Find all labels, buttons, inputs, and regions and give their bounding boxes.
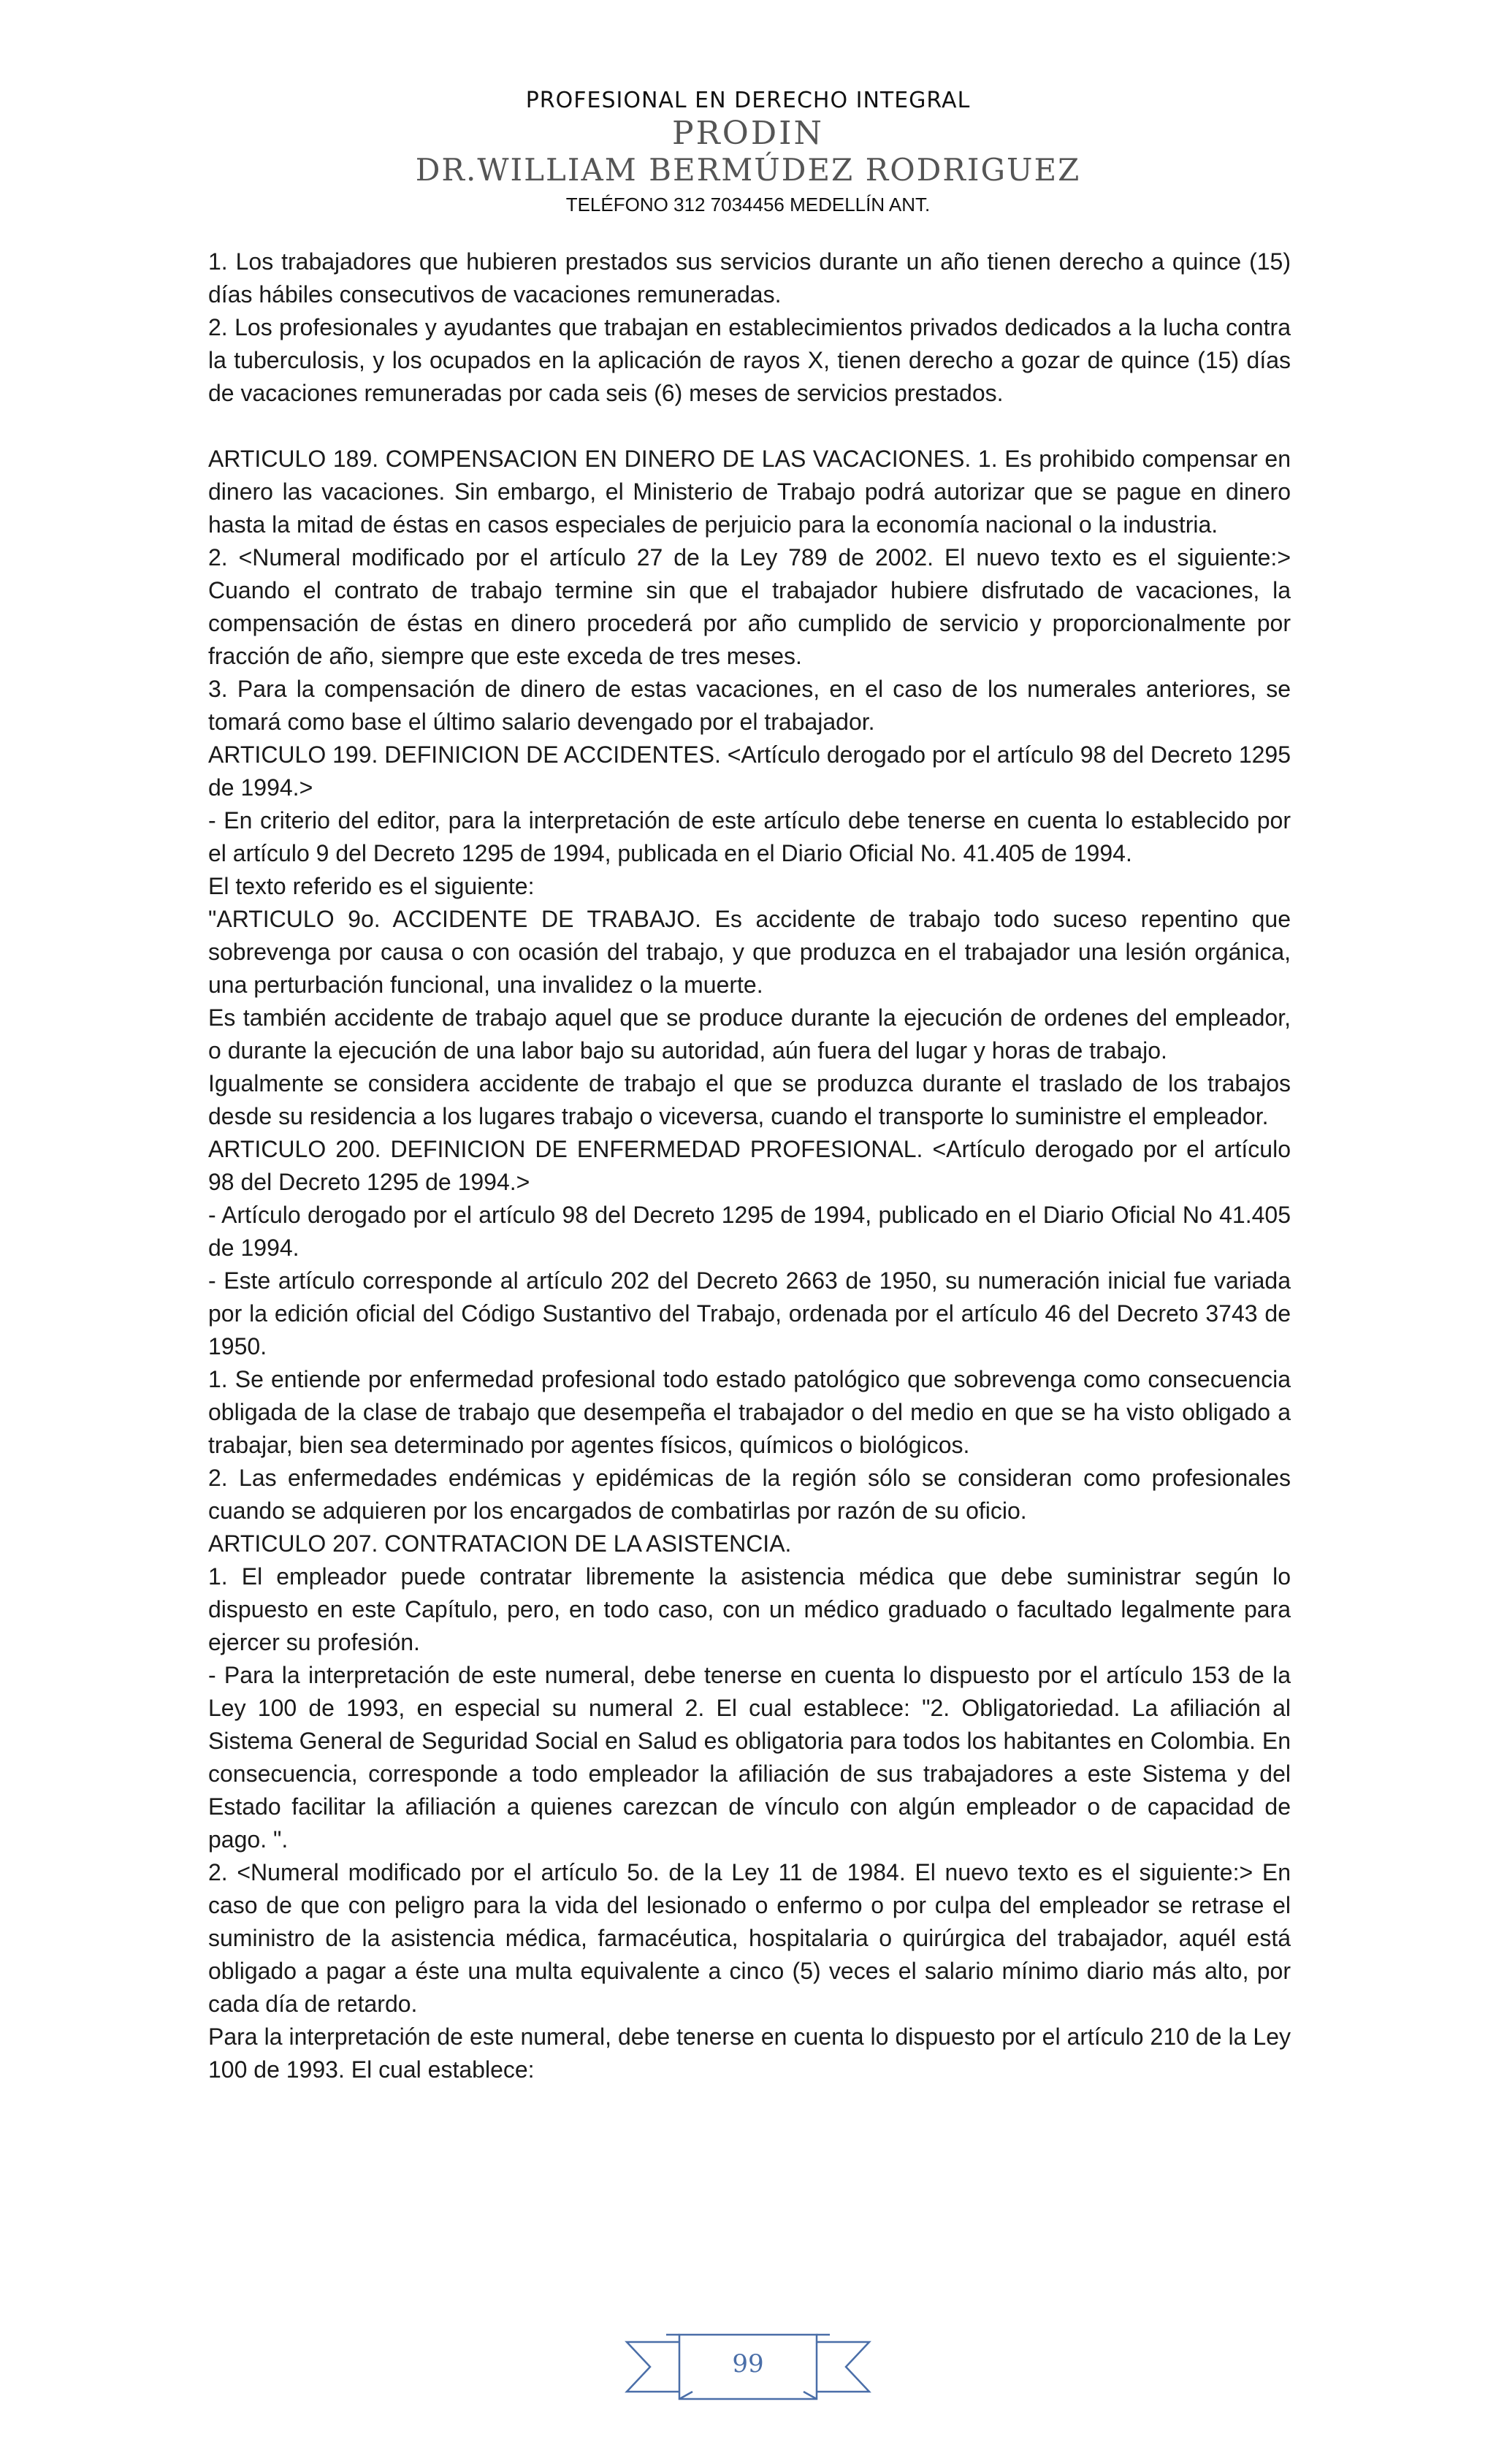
paragraph: ARTICULO 200. DEFINICION DE ENFERMEDAD PROFESIONAL. <Artículo derogado por el artículo 98 del Decreto 1295 de 1994.>: [208, 1136, 1291, 1195]
letterhead-phone: TELÉFONO 312 7034456 MEDELLÍN ANT.: [565, 194, 931, 215]
paragraph: "ARTICULO 9o. ACCIDENTE DE TRABAJO. Es accidente de trabajo todo suceso repentino que sobrevenga por causa o con ocasión del trabajo, y que produzca en el trabajador una lesión orgánica, una perturbación funcional, una invalidez o la muerte.: [208, 906, 1291, 998]
paragraph: - Para la interpretación de este numeral, debe tenerse en cuenta lo dispuesto por el artículo 153 de la Ley 100 de 1993, en especial su numeral 2. El cual establece: "2. Obligatoriedad. La afiliación al Sistema General de Seguridad Social en Salud es obligatoria para todos los habitantes en Colombia. En consecuencia, corresponde a todo empleador la afiliación de sus trabajadores a este Sistema y del Estado facilitar la afiliación a quienes carezcan de vínculo con algún empleador o de capacidad de pago. ".: [208, 1662, 1291, 1853]
paragraph: 3. Para la compensación de dinero de estas vacaciones, en el caso de los numerales anteriores, se tomará como base el último salario devengado por el trabajador.: [208, 676, 1291, 735]
letterhead-line-1: PROFESIONAL EN DERECHO INTEGRAL: [525, 88, 971, 113]
paragraph: Es también accidente de trabajo aquel que se produce durante la ejecución de ordenes del empleador, o durante la ejecución de una labor bajo su autoridad, aún fuera del lugar y horas de trabajo.: [208, 1004, 1291, 1064]
paragraph: 2. Los profesionales y ayudantes que trabajan en establecimientos privados dedicados a la lucha contra la tuberculosis, y los ocupados en la aplicación de rayos X, tienen derecho a gozar de quince (15) días de vacaciones remuneradas por cada seis (6) meses de servicios prestados.: [208, 314, 1291, 406]
letterhead-attorney-name: DR.WILLIAM BERMÚDEZ RODRIGUEZ: [415, 152, 1081, 188]
page-number-ribbon: [621, 2330, 875, 2403]
paragraph: ARTICULO 199. DEFINICION DE ACCIDENTES. <Artículo derogado por el artículo 98 del Decreto 1295 de 1994.>: [208, 741, 1291, 801]
paragraph: Para la interpretación de este numeral, debe tenerse en cuenta lo dispuesto por el artículo 210 de la Ley 100 de 1993. El cual establece:: [208, 2024, 1291, 2083]
page-number: 99: [732, 2349, 764, 2379]
letterhead-firm-name: PRODIN: [672, 115, 824, 152]
paragraph: - Artículo derogado por el artículo 98 del Decreto 1295 de 1994, publicado en el Diario Oficial No 41.405 de 1994.: [208, 1202, 1291, 1261]
paragraph-gap: [208, 410, 1291, 443]
paragraph: 2. Las enfermedades endémicas y epidémicas de la región sólo se consideran como profesionales cuando se adquieren por los encargados de combatirlas por razón de su oficio.: [208, 1465, 1291, 1524]
paragraph: 2. <Numeral modificado por el artículo 5o. de la Ley 11 de 1984. El nuevo texto es el siguiente:> En caso de que con peligro para la vida del lesionado o enfermo o por culpa del empleador se retrase el suministro de la asistencia médica, farmacéutica, hospitalaria o quirúrgica del trabajador, aquél está obligado a pagar a éste una multa equivalente a cinco (5) veces el salario mínimo diario más alto, por cada día de retardo.: [208, 1859, 1291, 2017]
document-body: [208, 245, 1291, 2086]
paragraph: El texto referido es el siguiente:: [208, 873, 535, 899]
paragraph: - Este artículo corresponde al artículo 202 del Decreto 2663 de 1950, su numeración inicial fue variada por la edición oficial del Código Sustantivo del Trabajo, ordenada por el artículo 46 del Decreto 3743 de 1950.: [208, 1267, 1291, 1359]
paragraph: - En criterio del editor, para la interpretación de este artículo debe tenerse en cuenta lo establecido por el artículo 9 del Decreto 1295 de 1994, publicada en el Diario Oficial No. 41.405 de 1994.: [208, 807, 1291, 866]
paragraph: ARTICULO 189. COMPENSACION EN DINERO DE LAS VACACIONES. 1. Es prohibido compensar en dinero las vacaciones. Sin embargo, el Ministerio de Trabajo podrá autorizar que se pague en dinero hasta la mitad de éstas en casos especiales de perjuicio para la economía nacional o la industria.: [208, 446, 1291, 538]
paragraph: ARTICULO 207. CONTRATACION DE LA ASISTENCIA.: [208, 1530, 792, 1557]
paragraph: 1. Los trabajadores que hubieren prestados sus servicios durante un año tienen derecho a quince (15) días hábiles consecutivos de vacaciones remuneradas.: [208, 248, 1291, 308]
letterhead: [0, 86, 1496, 219]
paragraph: 2. <Numeral modificado por el artículo 27 de la Ley 789 de 2002. El nuevo texto es el siguiente:> Cuando el contrato de trabajo termine sin que el trabajador hubiere disfrutado de vacaciones, la compensación de éstas en dinero procederá por año cumplido de servicio y proporcionalmente por fracción de año, siempre que este exceda de tres meses.: [208, 544, 1291, 669]
paragraph: 1. Se entiende por enfermedad profesional todo estado patológico que sobrevenga como consecuencia obligada de la clase de trabajo que desempeña el trabajador o del medio en que se ha visto obligado a trabajar, bien sea determinado por agentes físicos, químicos o biológicos.: [208, 1366, 1291, 1458]
paragraph: 1. El empleador puede contratar libremente la asistencia médica que debe suministrar según lo dispuesto en este Capítulo, pero, en todo caso, con un médico graduado o facultado legalmente para ejercer su profesión.: [208, 1563, 1291, 1655]
paragraph: Igualmente se considera accidente de trabajo el que se produzca durante el traslado de los trabajos desde su residencia a los lugares trabajo o viceversa, cuando el transporte lo suministre el empleador.: [208, 1070, 1291, 1129]
